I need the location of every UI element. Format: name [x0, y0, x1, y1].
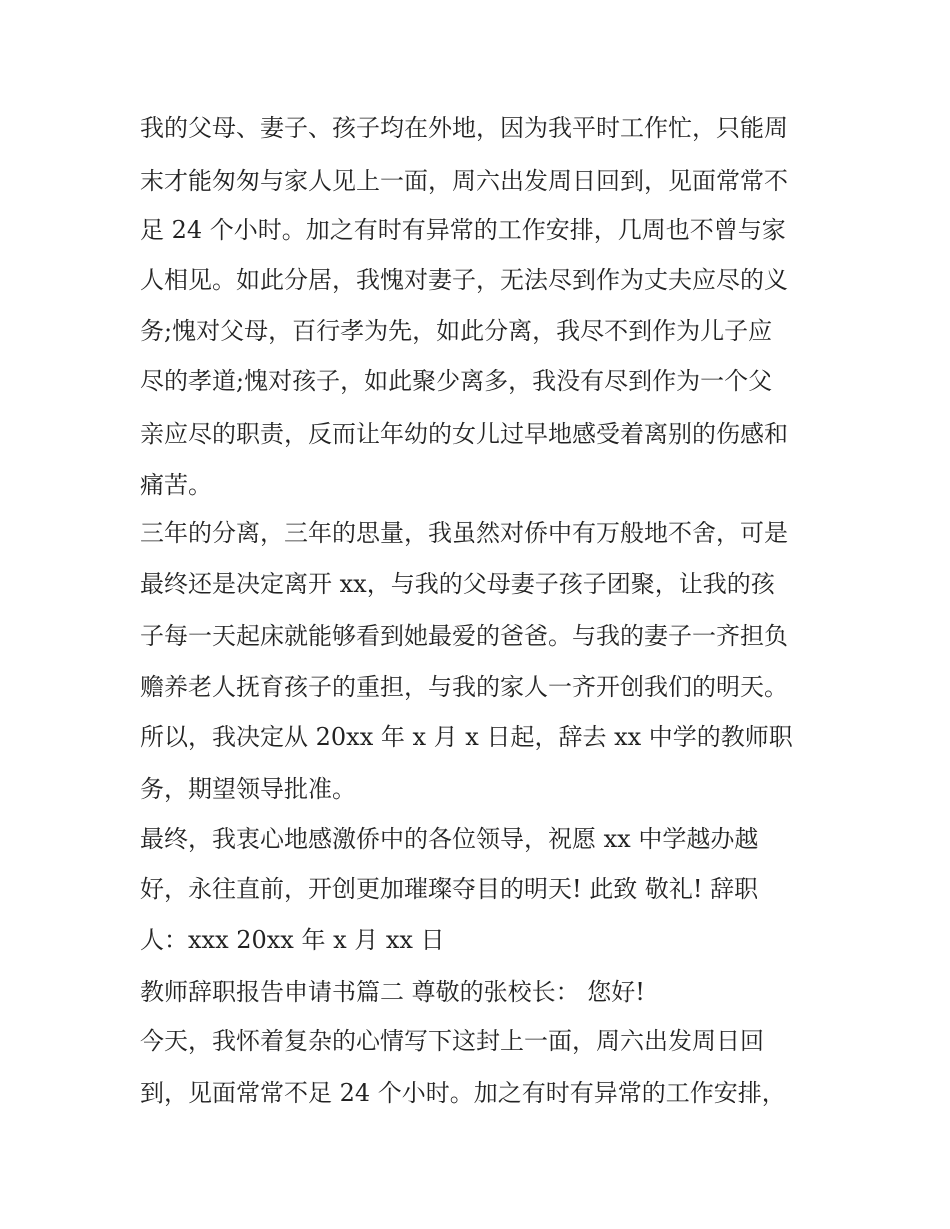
paragraph-line: 务，期望领导批准。: [140, 775, 356, 803]
paragraph-line: 末才能匆匆与家人见上一面，周六出发周日回到，见面常常不: [140, 167, 788, 195]
paragraph-line: 子每一天起床就能够看到她最爱的爸爸。与我的妻子一齐担负: [140, 622, 788, 650]
paragraph-line: 教师辞职报告申请书篇二 尊敬的张校长： 您好!: [140, 978, 645, 1006]
paragraph-line: 三年的分离，三年的思量，我虽然对侨中有万般地不舍，可是: [140, 519, 788, 547]
paragraph-line: 人：xxx 20xx 年 x 月 xx 日: [140, 926, 445, 954]
paragraph-line: 赡养老人抚育孩子的重担，与我的家人一齐开创我们的明天。: [140, 673, 788, 701]
paragraph-line: 亲应尽的职责，反而让年幼的女儿过早地感受着离别的伤感和: [140, 420, 788, 448]
paragraph-line: 所以，我决定从 20xx 年 x 月 x 日起，辞去 xx 中学的教师职: [140, 723, 793, 751]
paragraph-line: 痛苦。: [140, 471, 212, 499]
paragraph-line: 尽的孝道;愧对孩子，如此聚少离多，我没有尽到作为一个父: [140, 367, 773, 395]
paragraph-line: 最终，我衷心地感激侨中的各位领导，祝愿 xx 中学越办越: [140, 825, 759, 853]
paragraph-line: 人相见。如此分居，我愧对妻子，无法尽到作为丈夫应尽的义: [140, 266, 788, 294]
paragraph-line: 务;愧对父母，百行孝为先，如此分离，我尽不到作为儿子应: [140, 317, 773, 345]
paragraph-line: 好，永往直前，开创更加璀璨夺目的明天! 此致 敬礼! 辞职: [140, 875, 759, 903]
paragraph-line: 最终还是决定离开 xx，与我的父母妻子孩子团聚，让我的孩: [140, 570, 775, 598]
paragraph-line: 我的父母、妻子、孩子均在外地，因为我平时工作忙，只能周: [140, 114, 788, 142]
paragraph-line: 到，见面常常不足 24 个小时。加之有时有异常的工作安排，: [140, 1079, 786, 1107]
paragraph-line: 今天，我怀着复杂的心情写下这封上一面，周六出发周日回: [140, 1027, 764, 1055]
paragraph-line: 足 24 个小时。加之有时有异常的工作安排，几周也不曾与家: [140, 216, 786, 244]
